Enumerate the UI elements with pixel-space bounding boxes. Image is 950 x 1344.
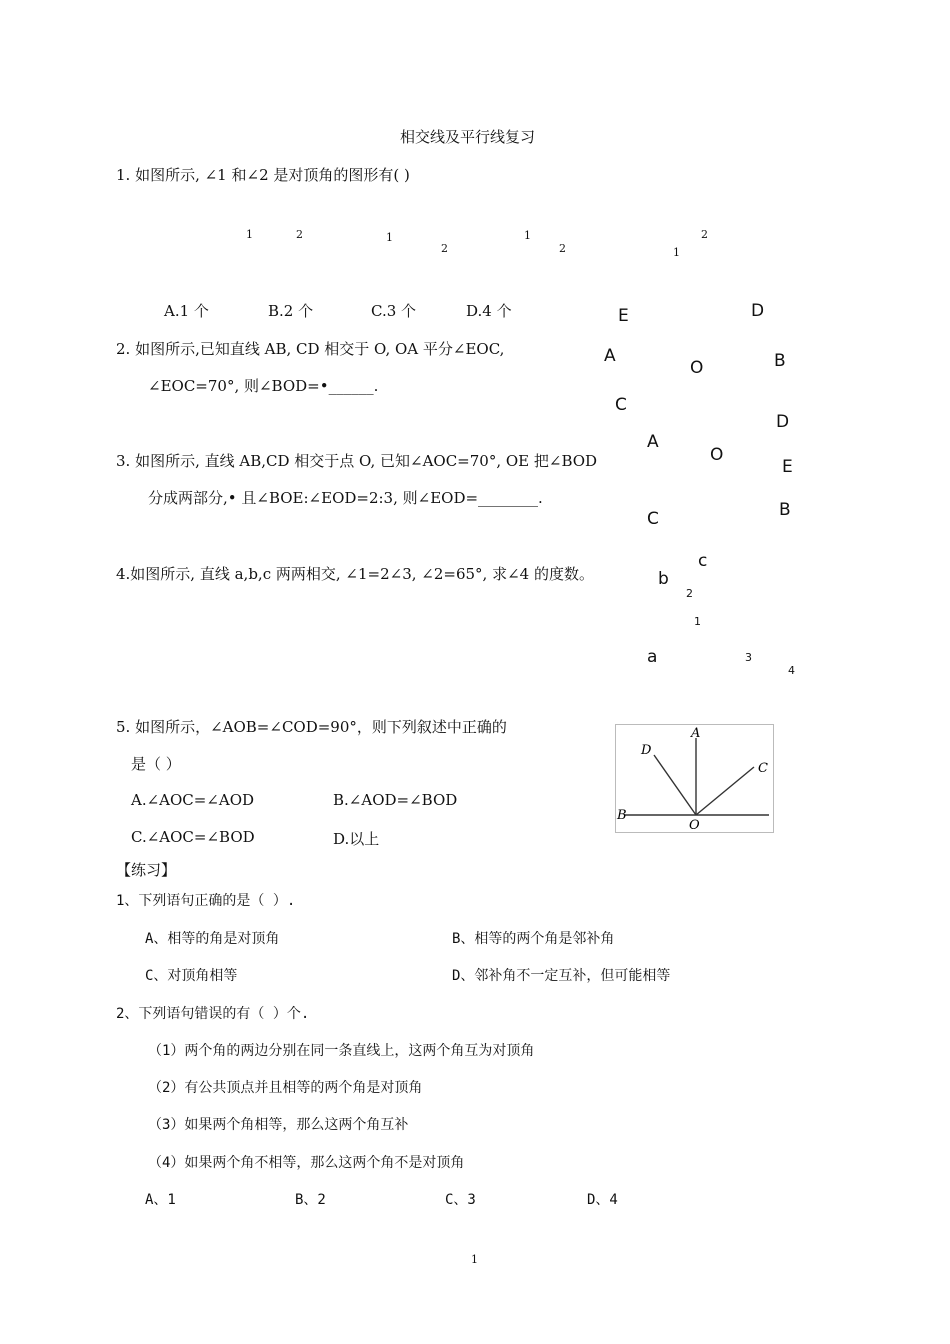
question-4-stem: 4.如图所示, 直线 a,b,c 两两相交, ∠1=2∠3, ∠2=65°, 求∠4 的度数。 bbox=[116, 565, 594, 583]
page-number: 1 bbox=[471, 1253, 478, 1266]
fig-q2-label-d: D bbox=[751, 301, 765, 321]
fig4-angle-label: 1 bbox=[673, 246, 680, 259]
fig-q4-angle-3: 3 bbox=[745, 651, 752, 664]
fig-q2-label-b: B bbox=[774, 351, 786, 371]
p2-option-d: D、4 bbox=[587, 1192, 618, 1208]
p2-statement-3: （3）如果两个角相等，那么这两个角互补 bbox=[148, 1117, 409, 1133]
fig-q3-label-c: C bbox=[647, 509, 659, 529]
fig-q2-label-a: A bbox=[604, 346, 616, 366]
fig-q3-label-o: O bbox=[710, 445, 724, 465]
question-5-line-1: 5. 如图所示，∠AOB=∠COD=90°，则下列叙述中正确的 bbox=[116, 718, 507, 736]
question-5-figure bbox=[615, 724, 774, 833]
p1-option-b: B、相等的两个角是邻补角 bbox=[452, 931, 615, 947]
point-a-label: A bbox=[691, 726, 701, 741]
p1-option-d: D、邻补角不一定互补，但可能相等 bbox=[452, 968, 671, 984]
p1-option-a: A、相等的角是对顶角 bbox=[145, 931, 280, 947]
q1-option-d: D.4 个 bbox=[466, 302, 512, 320]
q5-option-b: B.∠AOD=∠BOD bbox=[333, 791, 458, 809]
point-d-label: D bbox=[641, 743, 652, 758]
question-1-stem: 1. 如图所示, ∠1 和∠2 是对顶角的图形有( ) bbox=[116, 166, 410, 184]
p2-statement-1: （1）两个角的两边分别在同一条直线上，这两个角互为对顶角 bbox=[148, 1043, 535, 1059]
fig-q3-label-b: B bbox=[779, 500, 791, 520]
fig-q4-label-b: b bbox=[658, 569, 669, 589]
point-b-label: B bbox=[617, 808, 627, 823]
fig-q3-label-e: E bbox=[782, 457, 793, 477]
point-o-label: O bbox=[689, 818, 700, 832]
fig-q4-angle-4: 4 bbox=[788, 664, 795, 677]
fig-q3-label-a: A bbox=[647, 432, 659, 452]
p2-option-c: C、3 bbox=[445, 1192, 476, 1208]
question-2-line-1: 2. 如图所示,已知直线 AB, CD 相交于 O, OA 平分∠EOC, bbox=[116, 340, 505, 358]
p2-statement-4: （4）如果两个角不相等，那么这两个角不是对顶角 bbox=[148, 1155, 465, 1171]
p2-statement-2: （2）有公共顶点并且相等的两个角是对顶角 bbox=[148, 1080, 423, 1096]
question-3-line-2: 分成两部分,• 且∠BOE:∠EOD=2:3, 则∠EOD=________. bbox=[148, 489, 543, 507]
q5-option-d: D.以上 bbox=[333, 830, 380, 848]
ray-od bbox=[654, 755, 696, 815]
fig1-angle-label: 2 bbox=[296, 228, 303, 241]
q1-option-c: C.3 个 bbox=[371, 302, 417, 320]
q1-option-b: B.2 个 bbox=[268, 302, 314, 320]
q5-option-c: C.∠AOC=∠BOD bbox=[131, 828, 255, 846]
page-title: 相交线及平行线复习 bbox=[400, 128, 536, 146]
point-c-label: C bbox=[758, 761, 768, 776]
practice-header: 【练习】 bbox=[116, 861, 177, 879]
ray-oc bbox=[696, 767, 754, 815]
fig3-angle-label: 2 bbox=[559, 242, 566, 255]
fig-q4-label-c: c bbox=[698, 551, 708, 571]
fig1-angle-label: 1 bbox=[246, 228, 253, 241]
fig-q4-label-a: a bbox=[647, 647, 658, 667]
p2-option-b: B、2 bbox=[295, 1192, 326, 1208]
practice-1-stem: 1、下列语句正确的是（ ）. bbox=[116, 893, 296, 909]
angle-diagram bbox=[616, 725, 773, 832]
question-2-line-2: ∠EOC=70°, 则∠BOD=•______. bbox=[148, 377, 379, 395]
fig2-angle-label: 2 bbox=[441, 242, 448, 255]
fig-q3-label-d: D bbox=[776, 412, 790, 432]
fig-q4-angle-1: 1 bbox=[694, 615, 701, 628]
q5-option-a: A.∠AOC=∠AOD bbox=[131, 791, 255, 809]
fig4-angle-label: 2 bbox=[701, 228, 708, 241]
question-3-line-1: 3. 如图所示, 直线 AB,CD 相交于点 O, 已知∠AOC=70°, OE 把∠BOD bbox=[116, 452, 598, 470]
fig-q2-label-c: C bbox=[615, 395, 627, 415]
practice-2-stem: 2、下列语句错误的有（ ）个. bbox=[116, 1006, 310, 1022]
fig-q2-label-e: E bbox=[618, 306, 629, 326]
q1-option-a: A.1 个 bbox=[164, 302, 209, 320]
p1-option-c: C、对顶角相等 bbox=[145, 968, 238, 984]
p2-option-a: A、1 bbox=[145, 1192, 176, 1208]
fig2-angle-label: 1 bbox=[386, 231, 393, 244]
question-5-line-2: 是（ ） bbox=[131, 755, 181, 773]
fig3-angle-label: 1 bbox=[524, 229, 531, 242]
fig-q4-angle-2: 2 bbox=[686, 587, 693, 600]
fig-q2-label-o: O bbox=[690, 358, 704, 378]
